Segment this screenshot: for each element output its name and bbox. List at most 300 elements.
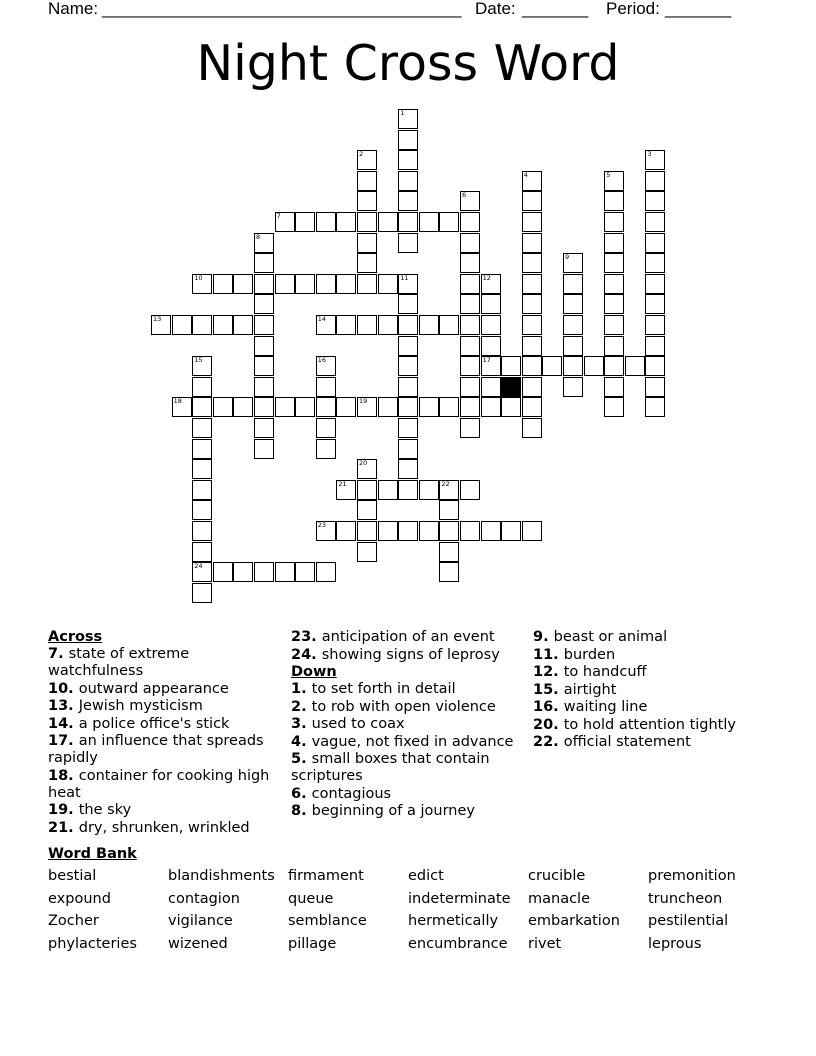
across-clue-list xyxy=(48,646,273,837)
grid-cell[interactable] xyxy=(357,480,377,500)
grid-cell[interactable] xyxy=(254,253,274,273)
grid-cell[interactable] xyxy=(192,377,212,397)
grid-cell[interactable] xyxy=(398,336,418,356)
across-clue-list-continued xyxy=(291,629,516,664)
grid-cell[interactable] xyxy=(563,336,583,356)
clue-number: 22. xyxy=(533,734,564,750)
clues-column-1 xyxy=(48,629,273,837)
clue-number-label: 11 xyxy=(400,273,409,282)
grid-cell[interactable] xyxy=(584,356,604,376)
grid-cell[interactable] xyxy=(213,274,233,294)
page-title: Night Cross Word xyxy=(196,35,620,92)
grid-cell[interactable] xyxy=(336,397,356,417)
clue-number-label: 13 xyxy=(153,315,162,323)
clue-text: state of extreme watchfulness xyxy=(48,646,190,679)
clue-number-label: 17 xyxy=(482,356,491,365)
word-bank-word: queue xyxy=(288,890,334,907)
grid-cell[interactable] xyxy=(357,171,377,191)
clue-number-label: 20 xyxy=(359,459,368,468)
clue-number: 16. xyxy=(533,699,564,715)
grid-cell[interactable] xyxy=(481,521,501,541)
clue-number-label: 14 xyxy=(317,315,327,323)
grid-cell[interactable] xyxy=(254,336,274,356)
clue-text: waiting line xyxy=(563,699,648,715)
grid-cell[interactable] xyxy=(357,500,377,520)
date-label: Date: xyxy=(475,0,516,18)
grid-cell[interactable] xyxy=(439,521,459,541)
grid-cell[interactable] xyxy=(316,418,336,438)
word-bank-word: contagion xyxy=(168,890,240,907)
grid-cell[interactable] xyxy=(460,521,480,541)
grid-cell[interactable] xyxy=(357,274,377,294)
word-bank-word: firmament xyxy=(288,868,364,884)
grid-cell[interactable] xyxy=(398,191,418,211)
down-clue xyxy=(291,681,516,698)
down-clue xyxy=(291,803,516,820)
grid-cell[interactable] xyxy=(275,562,295,582)
across-clue xyxy=(48,716,273,733)
word-bank-word: rivet xyxy=(528,935,562,952)
clue-number-label: 9 xyxy=(565,253,570,262)
grid-cell[interactable] xyxy=(398,439,418,459)
grid-cell[interactable] xyxy=(604,397,624,417)
grid-cell[interactable] xyxy=(460,274,480,294)
grid-cell[interactable] xyxy=(522,212,542,232)
grid-cell[interactable] xyxy=(192,397,212,417)
clue-text: beginning of a journey xyxy=(311,803,475,819)
grid-cell[interactable] xyxy=(398,418,418,438)
grid-cell[interactable] xyxy=(522,253,542,273)
grid-cell[interactable] xyxy=(172,315,192,335)
name-label: Name: xyxy=(48,0,99,18)
grid-cell[interactable] xyxy=(419,480,439,500)
word-bank-word: Zocher xyxy=(48,913,99,929)
clue-number: 2. xyxy=(291,698,312,715)
grid-cell[interactable] xyxy=(522,521,542,541)
grid-cell[interactable] xyxy=(460,315,480,335)
grid-cell[interactable] xyxy=(378,397,398,417)
grid-cell[interactable] xyxy=(439,542,459,562)
across-heading: Across xyxy=(48,629,103,645)
grid-cell[interactable] xyxy=(213,315,233,335)
across-clue xyxy=(48,698,273,715)
down-clue xyxy=(291,786,516,803)
grid-cell[interactable] xyxy=(460,294,480,314)
grid-cell[interactable] xyxy=(192,480,212,500)
down-clue xyxy=(291,716,516,733)
clue-text: dry, shrunken, wrinkled xyxy=(78,819,250,836)
clue-number: 14. xyxy=(48,715,79,732)
clue-number-label: 4 xyxy=(523,170,528,179)
across-clue xyxy=(291,629,516,646)
grid-cell[interactable] xyxy=(439,315,459,335)
clue-number-label: 5 xyxy=(606,170,611,179)
grid-cell[interactable] xyxy=(357,253,377,273)
grid-cell[interactable] xyxy=(522,397,542,417)
clue-number-label: 3 xyxy=(647,150,652,159)
grid-cell[interactable] xyxy=(192,418,212,438)
grid-cell[interactable] xyxy=(522,377,542,397)
grid-cell[interactable] xyxy=(501,397,521,417)
grid-cell[interactable] xyxy=(254,315,274,335)
clue-number: 1. xyxy=(291,681,312,697)
grid-cell[interactable] xyxy=(645,315,665,335)
grid-cell[interactable] xyxy=(233,397,253,417)
clue-text: contagious xyxy=(311,785,392,802)
word-bank-word: pestilential xyxy=(648,913,729,929)
grid-cell[interactable] xyxy=(316,377,336,397)
clue-number: 19. xyxy=(48,802,79,818)
clue-text: container for cooking high heat xyxy=(48,767,270,801)
grid-cell[interactable] xyxy=(460,212,480,232)
clue-number: 8. xyxy=(291,803,312,819)
grid-cell[interactable] xyxy=(192,500,212,520)
grid-cell[interactable] xyxy=(604,294,624,314)
grid-cell[interactable] xyxy=(316,397,336,417)
clue-number-label: 12 xyxy=(482,273,491,282)
grid-cell[interactable] xyxy=(645,294,665,314)
grid-cell[interactable] xyxy=(481,294,501,314)
grid-cell[interactable] xyxy=(316,562,336,582)
grid-cell[interactable] xyxy=(213,562,233,582)
clue-number: 4. xyxy=(291,733,312,750)
word-bank-word: indeterminate xyxy=(408,890,511,907)
grid-cell[interactable] xyxy=(645,253,665,273)
grid-cell[interactable] xyxy=(439,397,459,417)
grid-cell[interactable] xyxy=(460,356,480,376)
down-clue-list-continued xyxy=(533,629,768,751)
grid-cell[interactable] xyxy=(563,315,583,335)
clue-text: a police office's stick xyxy=(78,715,230,732)
grid-cell[interactable] xyxy=(398,130,418,150)
grid-cell[interactable] xyxy=(645,233,665,253)
down-clue xyxy=(533,629,768,646)
word-bank-word: truncheon xyxy=(648,890,723,907)
grid-cell[interactable] xyxy=(501,521,521,541)
grid-cell[interactable] xyxy=(398,212,418,232)
grid-cell[interactable] xyxy=(378,480,398,500)
grid-cell[interactable] xyxy=(316,439,336,459)
grid-cell[interactable] xyxy=(645,336,665,356)
clue-text: to handcuff xyxy=(563,664,647,680)
word-bank-word: pillage xyxy=(288,935,337,952)
grid-cell[interactable] xyxy=(254,294,274,314)
grid-cell[interactable] xyxy=(645,377,665,397)
word-bank-word: phylacteries xyxy=(48,935,137,952)
clues-column-3 xyxy=(533,629,768,752)
clue-text: an influence that spreads rapidly xyxy=(48,733,264,766)
grid-cell[interactable] xyxy=(233,274,253,294)
clue-number: 3. xyxy=(291,716,312,732)
word-bank-title: Word Bank xyxy=(48,846,137,862)
grid-cell[interactable] xyxy=(645,356,665,376)
grid-cell[interactable] xyxy=(398,480,418,500)
grid-cell[interactable] xyxy=(460,233,480,253)
grid-cell[interactable] xyxy=(398,377,418,397)
grid-cell[interactable] xyxy=(316,212,336,232)
grid-cell[interactable] xyxy=(604,315,624,335)
grid-cell[interactable] xyxy=(604,212,624,232)
grid-cell[interactable] xyxy=(625,356,645,376)
across-clue xyxy=(48,802,273,819)
grid-cell[interactable] xyxy=(419,315,439,335)
grid-cell[interactable] xyxy=(254,562,274,582)
clue-text: outward appearance xyxy=(78,680,229,697)
clue-number: 5. xyxy=(291,751,312,767)
grid-cell[interactable] xyxy=(275,397,295,417)
grid-cell[interactable] xyxy=(522,418,542,438)
grid-cell[interactable] xyxy=(357,521,377,541)
grid-cell[interactable] xyxy=(522,191,542,211)
word-bank-word: bestial xyxy=(48,868,97,884)
grid-cell[interactable] xyxy=(192,315,212,335)
grid-cell[interactable] xyxy=(439,212,459,232)
word-bank-word: encumbrance xyxy=(408,935,508,952)
clue-number-label: 1 xyxy=(400,109,405,117)
clue-number: 6. xyxy=(291,785,312,802)
clue-number-label: 10 xyxy=(194,273,203,282)
grid-cell[interactable] xyxy=(419,397,439,417)
grid-cell[interactable] xyxy=(398,171,418,191)
clue-number: 9. xyxy=(533,629,554,645)
clue-text: vague, not fixed in advance xyxy=(311,733,514,750)
grid-cell[interactable] xyxy=(336,212,356,232)
clue-number: 21. xyxy=(48,819,79,836)
grid-cell[interactable] xyxy=(522,315,542,335)
grid-cell[interactable] xyxy=(604,336,624,356)
clue-text: small boxes that contain scriptures xyxy=(291,751,490,784)
clue-number: 7. xyxy=(48,646,69,662)
grid-cell[interactable] xyxy=(460,253,480,273)
across-clue xyxy=(48,768,273,802)
grid-cell[interactable] xyxy=(295,274,315,294)
across-clue xyxy=(48,820,273,837)
clue-text: Jewish mysticism xyxy=(78,698,203,714)
clue-text: the sky xyxy=(78,802,132,818)
grid-cell[interactable] xyxy=(645,191,665,211)
grid-cell[interactable] xyxy=(563,356,583,376)
grid-cell[interactable] xyxy=(336,521,356,541)
word-bank-word: expound xyxy=(48,890,111,907)
grid-cell[interactable] xyxy=(378,274,398,294)
grid-cell[interactable] xyxy=(295,212,315,232)
grid-cell[interactable] xyxy=(604,191,624,211)
clue-number-label: 19 xyxy=(359,397,368,406)
grid-cell[interactable] xyxy=(481,377,501,397)
clues-column-2 xyxy=(291,629,516,821)
period-label: Period: xyxy=(606,0,660,18)
grid-cell[interactable] xyxy=(460,397,480,417)
clue-number-label: 24 xyxy=(194,562,203,571)
grid-cell[interactable] xyxy=(398,356,418,376)
grid-cell[interactable] xyxy=(357,212,377,232)
clue-number: 18. xyxy=(48,767,79,784)
word-bank-word: crucible xyxy=(528,868,586,884)
grid-cell[interactable] xyxy=(481,315,501,335)
grid-cell[interactable] xyxy=(398,397,418,417)
grid-cell[interactable] xyxy=(254,439,274,459)
word-bank-word: wizened xyxy=(168,935,228,952)
down-clue xyxy=(533,734,768,751)
clue-number: 24. xyxy=(291,646,322,663)
grid-cell[interactable] xyxy=(295,562,315,582)
grid-cell[interactable] xyxy=(213,397,233,417)
clue-text: beast or animal xyxy=(553,629,668,645)
grid-cell[interactable] xyxy=(645,171,665,191)
grid-cell[interactable] xyxy=(604,377,624,397)
grid-cell[interactable] xyxy=(254,397,274,417)
grid-cell[interactable] xyxy=(522,336,542,356)
grid-cell[interactable] xyxy=(645,212,665,232)
grid-cell[interactable] xyxy=(604,356,624,376)
clue-number: 23. xyxy=(291,629,322,645)
name-field[interactable]: ______________________________________ xyxy=(102,0,462,18)
clue-text: used to coax xyxy=(311,716,405,732)
grid-cell[interactable] xyxy=(357,233,377,253)
grid-cell[interactable] xyxy=(419,521,439,541)
black-cell xyxy=(501,377,521,397)
clue-number: 11. xyxy=(533,646,564,663)
grid-cell[interactable] xyxy=(254,356,274,376)
grid-cell[interactable] xyxy=(481,397,501,417)
word-bank-word: leprous xyxy=(648,935,702,952)
grid-cell[interactable] xyxy=(522,356,542,376)
grid-cell[interactable] xyxy=(398,315,418,335)
clue-text: showing signs of leprosy xyxy=(321,646,500,663)
grid-cell[interactable] xyxy=(192,439,212,459)
word-bank-word: manacle xyxy=(528,890,591,907)
date-field[interactable]: _______ xyxy=(522,0,589,18)
clue-number-label: 7 xyxy=(276,212,281,220)
grid-cell[interactable] xyxy=(604,253,624,273)
grid-cell[interactable] xyxy=(254,418,274,438)
word-bank-word: hermetically xyxy=(408,913,499,929)
down-clue xyxy=(291,751,516,785)
grid-cell[interactable] xyxy=(460,336,480,356)
grid-cell[interactable] xyxy=(439,500,459,520)
grid-cell[interactable] xyxy=(378,315,398,335)
grid-cell[interactable] xyxy=(357,542,377,562)
clue-text: to rob with open violence xyxy=(311,698,496,715)
down-clue xyxy=(533,647,768,664)
grid-cell[interactable] xyxy=(604,233,624,253)
grid-cell[interactable] xyxy=(522,274,542,294)
across-clue xyxy=(291,647,516,664)
grid-cell[interactable] xyxy=(645,274,665,294)
grid-cell[interactable] xyxy=(563,274,583,294)
grid-cell[interactable] xyxy=(254,274,274,294)
grid-cell[interactable] xyxy=(645,397,665,417)
grid-cell[interactable] xyxy=(378,521,398,541)
down-clue xyxy=(533,682,768,699)
grid-cell[interactable] xyxy=(357,191,377,211)
grid-cell[interactable] xyxy=(398,233,418,253)
grid-cell[interactable] xyxy=(419,212,439,232)
clue-number: 17. xyxy=(48,733,79,749)
clue-number: 10. xyxy=(48,680,79,697)
grid-cell[interactable] xyxy=(563,294,583,314)
down-clue xyxy=(533,699,768,716)
grid-cell[interactable] xyxy=(460,418,480,438)
grid-cell[interactable] xyxy=(398,459,418,479)
across-clue xyxy=(48,646,273,680)
clue-text: official statement xyxy=(563,734,691,750)
down-clue xyxy=(291,734,516,751)
grid-cell[interactable] xyxy=(275,274,295,294)
clue-number: 20. xyxy=(533,716,564,733)
across-clue xyxy=(48,733,273,767)
clue-number: 13. xyxy=(48,698,79,714)
clue-number-label: 18 xyxy=(173,397,182,406)
word-bank-word: edict xyxy=(408,868,444,884)
clue-number-label: 23 xyxy=(317,521,327,529)
word-bank-word: embarkation xyxy=(528,913,620,929)
period-field[interactable]: _______ xyxy=(665,0,732,18)
grid-cell[interactable] xyxy=(563,377,583,397)
down-clue xyxy=(291,699,516,716)
grid-cell[interactable] xyxy=(542,356,562,376)
grid-cell[interactable] xyxy=(233,315,253,335)
clue-text: airtight xyxy=(563,681,617,698)
grid-cell[interactable] xyxy=(398,150,418,170)
down-clue xyxy=(533,717,768,734)
grid-cell[interactable] xyxy=(522,294,542,314)
across-clue xyxy=(48,681,273,698)
grid-cell[interactable] xyxy=(336,315,356,335)
grid-cell[interactable] xyxy=(481,336,501,356)
grid-cell[interactable] xyxy=(192,521,212,541)
grid-cell[interactable] xyxy=(316,274,336,294)
clue-number-label: 21 xyxy=(338,479,347,488)
word-bank-word: premonition xyxy=(648,868,736,884)
clue-number-label: 8 xyxy=(256,232,261,241)
grid-cell[interactable] xyxy=(192,583,212,603)
grid-cell[interactable] xyxy=(192,459,212,479)
clue-number-label: 6 xyxy=(462,191,467,200)
grid-cell[interactable] xyxy=(439,562,459,582)
clue-number-label: 15 xyxy=(194,356,203,365)
grid-cell[interactable] xyxy=(460,377,480,397)
clue-number-label: 2 xyxy=(359,150,364,159)
grid-cell[interactable] xyxy=(378,212,398,232)
clue-number: 15. xyxy=(533,681,564,698)
word-bank-word: semblance xyxy=(288,913,367,929)
grid-cell[interactable] xyxy=(398,294,418,314)
grid-cell[interactable] xyxy=(604,274,624,294)
clue-number: 12. xyxy=(533,664,564,680)
grid-cell[interactable] xyxy=(460,480,480,500)
grid-cell[interactable] xyxy=(295,397,315,417)
grid-cell[interactable] xyxy=(254,377,274,397)
clue-text: burden xyxy=(563,646,616,663)
down-heading: Down xyxy=(291,664,337,680)
down-clue-list xyxy=(291,681,516,820)
clue-number-label: 22 xyxy=(441,479,450,488)
grid-cell[interactable] xyxy=(336,274,356,294)
grid-cell[interactable] xyxy=(192,542,212,562)
clue-text: to hold attention tightly xyxy=(563,716,736,733)
word-bank-word: vigilance xyxy=(168,913,233,929)
clue-number-label: 16 xyxy=(317,356,327,365)
grid-cell[interactable] xyxy=(233,562,253,582)
clue-text: to set forth in detail xyxy=(311,681,456,697)
word-bank-word: blandishments xyxy=(168,868,275,884)
grid-cell[interactable] xyxy=(522,233,542,253)
grid-cell[interactable] xyxy=(398,521,418,541)
grid-cell[interactable] xyxy=(357,315,377,335)
clue-text: anticipation of an event xyxy=(321,629,495,645)
grid-cell[interactable] xyxy=(501,356,521,376)
